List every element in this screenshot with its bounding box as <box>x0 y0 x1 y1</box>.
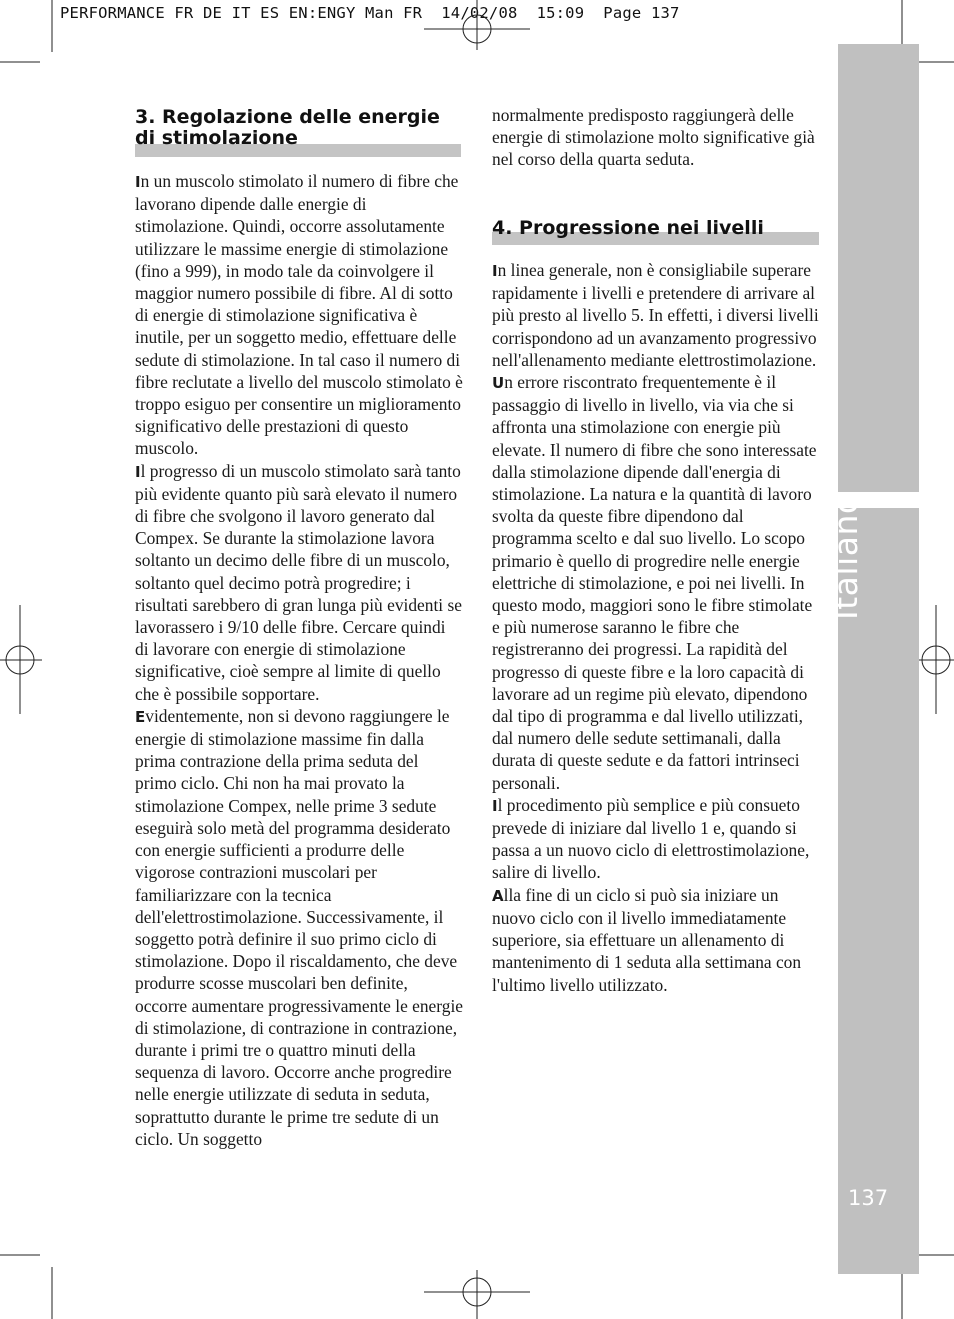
drop-cap: I <box>135 173 141 191</box>
print-slug-line: PERFORMANCE FR DE IT ES EN:ENGY Man FR 14/02/08 15:09 Page 137 <box>60 4 680 22</box>
paragraph <box>135 705 463 1150</box>
language-label: Italiano <box>826 493 865 620</box>
drop-cap: E <box>135 707 146 726</box>
section-3-heading-text: 3. Regolazione delle energie di stimolazione <box>135 106 440 149</box>
paragraph-text: videntemente, non si devono raggiungere le energie di stimolazione massime fin dalla prima contrazione della prima seduta del primo ciclo. Chi non ha mai provato la stimolazione Compex, nelle prime 3 sedute eseguirà solo metà del programma desiderato con energie sufficienti a produrre delle vigorose contrazioni muscolari per familiarizzare con la tecnica dell'elettrostimolazione. Successivamente, il soggetto potrà definire il suo primo ciclo di stimolazione. Dopo il riscaldamento, che deve produrre scosse muscolari ben definite, occorre aumentare progressivamente le energie di stimolazione, di contrazione in contrazione, durante i primi tre o quattro minuti della sequenza di lavoro. Occorre anche progredire nelle energie utilizzate di seduta in seduta, soprattutto durante le prime tre sedute di un ciclo. Un soggetto <box>135 705 464 1149</box>
right-column-section-4 <box>492 259 820 996</box>
paragraph-text: l procedimento più semplice e più consueto prevede di iniziare dal livello 1 e, quando si passa a un nuovo ciclo di elettrostimolazione, salire di livello. <box>492 794 810 883</box>
registration-mark-bottom <box>424 1270 530 1319</box>
paragraph-continued: normalmente predisposto raggiungerà delle energie di stimolazione molto significative già nel corso della quarta seduta. <box>492 105 815 170</box>
section-3-heading <box>135 107 461 149</box>
paragraph-text: n errore riscontrato frequentemente è il passaggio di livello in livello, via via che si affronta una stimolazione con energie più elevate. Il numero di fibre che sono interessate dalla stimolazione dipende dall'energia di stimolazione. La natura e la quantità di lavoro svolta da queste fibre dipendono dal programma scelto e dal suo livello. Lo scopo primario è quello di progredire nelle energie elettriche di stimolazione, e poi nei livelli. In questo modo, maggiori sono le fibre stimolate e più numerose saranno le fibre che registreranno dei progressi. La rapidità del progresso di queste fibre e la loro capacità di lavorare ad un regime più elevato, dipendono dal tipo di programma e dal livello utilizzati, dal numero delle sedute settimanali, dalla durata di queste sedute e da fattori intrinseci personali. <box>492 372 817 793</box>
registration-mark-left <box>0 605 42 714</box>
registration-mark-top <box>424 0 530 50</box>
paragraph <box>492 371 820 794</box>
page-number: 137 <box>848 1186 889 1210</box>
section-4-heading <box>492 218 819 239</box>
paragraph-text: n un muscolo stimolato il numero di fibre che lavorano dipende dalle energie di stimolazione. Quindi, occorre assolutamente utilizzare le massime energie di stimolazione (fino a 999), in modo tale da coinvolgere il maggior numero possibile di fibre. Al di sotto di energie di stimolazione significativa è inutile, per un soggetto medio, effettuare delle sedute di stimolazione. In tal caso il numero di fibre reclutate a livello del muscolo stimolato è troppo esiguo per consentire un miglioramento significativo delle prestazioni di questo muscolo. <box>135 171 463 459</box>
section-4-heading-text: 4. Progressione nei livelli <box>492 217 764 239</box>
left-column <box>135 170 463 1150</box>
paragraph <box>135 170 463 460</box>
drop-cap: I <box>135 462 141 481</box>
drop-cap: I <box>492 796 498 815</box>
drop-cap: U <box>492 374 505 393</box>
paragraph-text: n linea generale, non è consigliabile superare rapidamente i livelli e pretendere di arrivare al più presto al livello 5. In effetti, i diversi livelli corrispondono ad un avanzamento progressivo nell'allenamento mediante elettrostimolazione. <box>492 260 819 370</box>
paragraph-text: l progresso di un muscolo stimolato sarà tanto più evidente quanto più sarà elevato il numero di fibre che svolgono il lavoro generato dal Compex. Se durante la stimolazione lavora soltanto un decimo delle fibre di un muscolo, soltanto quel decimo potrà progredire; i risultati sarebbero di gran lunga più evidenti se lavorassero i 9/10 delle fibre. Cercare quindi di lavorare con energie di stimolazione significative, cioè sempre al limite di quello che è possibile sopportare. <box>135 460 462 704</box>
paragraph <box>492 794 820 884</box>
drop-cap: A <box>492 886 504 905</box>
paragraph-text: lla fine di un ciclo si può sia iniziare un nuovo ciclo con il livello immediatamente superiore, sia effettuare un allenamento di mantenimento di 1 seduta alla settimana con l'ultimo livello utilizzato. <box>492 884 802 995</box>
right-column <box>492 104 820 171</box>
paragraph <box>492 884 820 996</box>
language-side-tab <box>838 44 919 1274</box>
paragraph <box>492 259 820 371</box>
drop-cap: I <box>492 262 498 280</box>
paragraph <box>135 460 463 705</box>
